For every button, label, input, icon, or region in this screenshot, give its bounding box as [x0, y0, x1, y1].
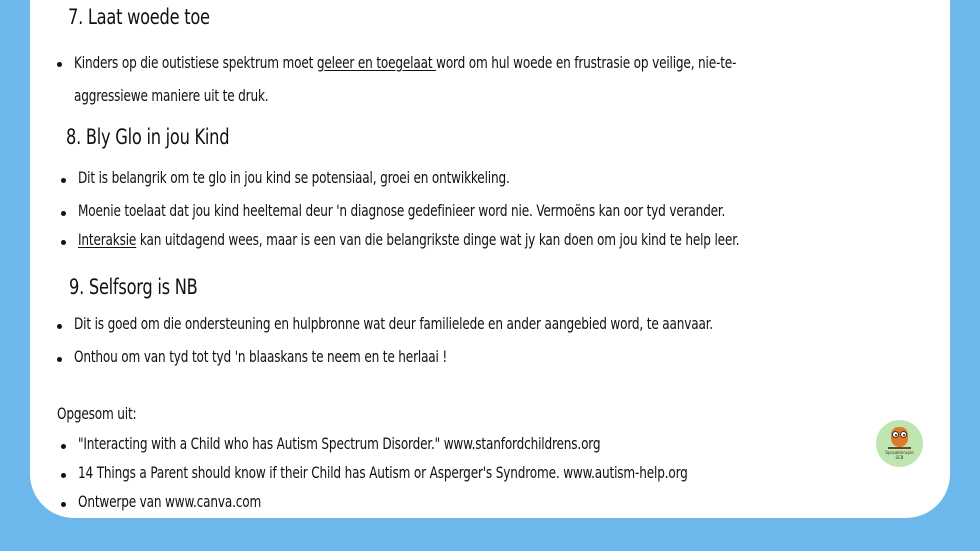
logo-line-2: SCB — [895, 455, 904, 460]
bullet-dot — [61, 240, 66, 245]
bullet-dot — [61, 178, 66, 183]
section-7-bullet-1-line-2: aggressiewe maniere uit te druk. — [74, 86, 269, 105]
logo-line-1: Spraakterapie — [885, 450, 914, 455]
sources-label: Opgesom uit: — [57, 404, 137, 423]
text-part: Kinders op die outistiese spektrum moet g — [74, 53, 325, 72]
underlined-phrase: eleer en toegelaat — [324, 53, 437, 72]
section-7-heading: 7. Laat woede toe — [68, 5, 210, 29]
bullet-dot — [61, 473, 66, 478]
underlined-phrase: Interaksie — [78, 230, 137, 249]
text-part: word om hul woede en frustrasie op veilige, nie-te- — [436, 53, 737, 72]
bullet-dot — [57, 324, 62, 329]
bullet-dot — [61, 502, 66, 507]
section-8-bullet-2: Moenie toelaat dat jou kind heeltemal deur 'n diagnose gedefinieer word nie. Vermoëns kan oor tyd verander. — [78, 201, 726, 220]
bullet-dot — [61, 444, 66, 449]
owl-eye — [892, 431, 899, 438]
section-9-heading: 9. Selfsorg is NB — [69, 275, 198, 299]
section-9-bullet-1: Dit is goed om die ondersteuning en hulpbronne wat deur familielede en ander aangebied word, te aanvaar. — [74, 314, 713, 333]
source-item: Ontwerpe van www.canva.com — [78, 492, 262, 511]
section-8-bullet-3 — [78, 230, 739, 249]
logo-text — [876, 450, 923, 460]
text-part: kan uitdagend wees, maar is een van die belangrikste dinge wat jy kan doen om jou kind te help leer. — [136, 230, 740, 249]
section-9-bullet-2: Onthou om van tyd tot tyd 'n blaaskans te neem en te herlaai ! — [74, 347, 448, 366]
owl-eye — [900, 431, 907, 438]
bullet-dot — [57, 62, 62, 67]
section-8-heading: 8. Bly Glo in jou Kind — [66, 125, 230, 149]
branch-shape — [888, 447, 911, 449]
section-8-bullet-1: Dit is belangrik om te glo in jou kind se potensiaal, groei en ontwikkeling. — [78, 168, 510, 187]
source-item: "Interacting with a Child who has Autism Spectrum Disorder." www.stanfordchildrens.org — [78, 434, 601, 453]
section-7-bullet-1-line-1 — [74, 53, 736, 72]
bullet-dot — [57, 357, 62, 362]
bullet-dot — [61, 211, 66, 216]
owl-logo — [876, 420, 923, 467]
source-item: 14 Things a Parent should know if their Child has Autism or Asperger's Syndrome. www.autism-help.org — [78, 463, 688, 482]
